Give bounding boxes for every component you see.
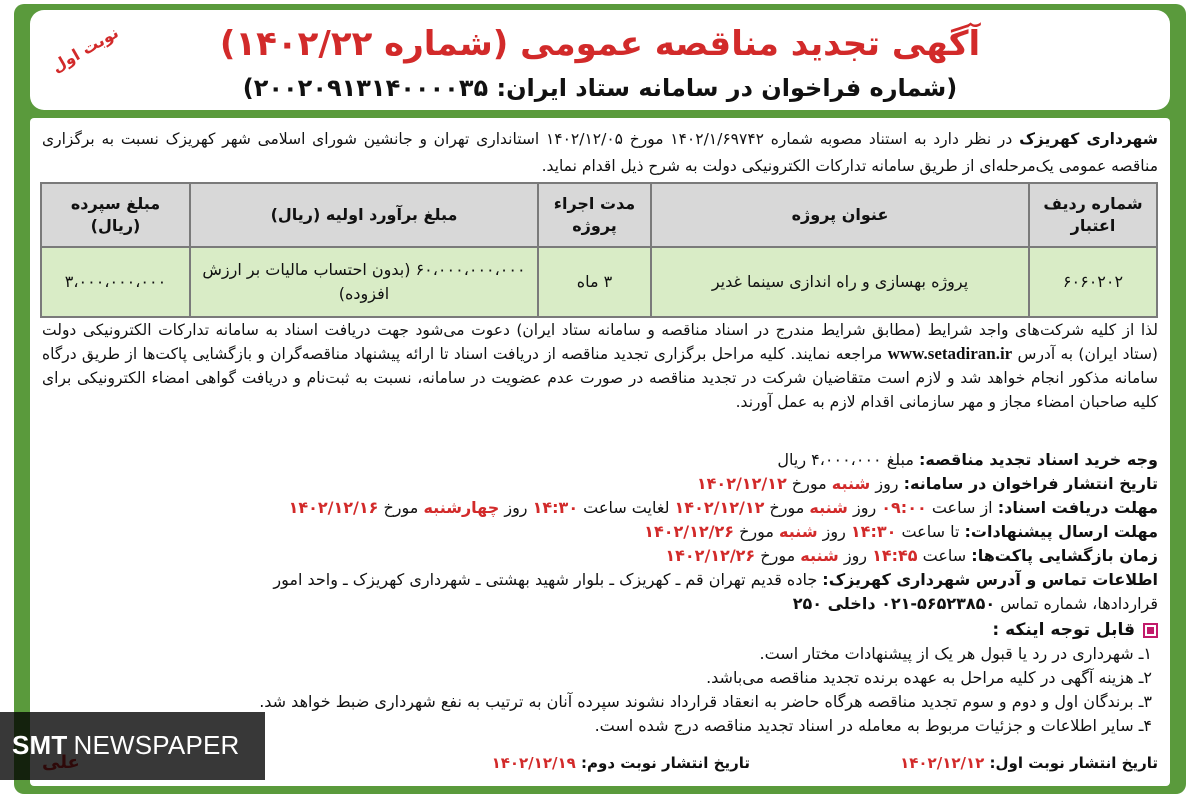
send-date: ۱۴۰۲/۱۲/۲۶	[644, 522, 734, 541]
receive-text-f: مورخ	[378, 498, 424, 517]
contact-ext: داخلی ۲۵۰	[792, 594, 882, 613]
opening-row	[42, 544, 1158, 568]
fee-row	[42, 448, 1158, 472]
publish-date: ۱۴۰۲/۱۲/۱۲	[696, 474, 787, 493]
receive-text-c: مورخ	[764, 498, 810, 517]
details-section	[42, 448, 1158, 738]
send-bids-row	[42, 520, 1158, 544]
opening-text-c: مورخ	[755, 546, 801, 565]
second-publish-date	[492, 754, 750, 772]
contact-phone: ۵۶۵۲۳۸۵۰-۰۲۱	[881, 594, 996, 613]
list-item: ۳ـ برندگان اول و دوم و سوم تجدید مناقصه هرگاه حاضر به انعقاد قرارداد نشوند سپرده آنان به ترتیب به نفع شهرداری ضبط خواهد شد.	[259, 692, 1152, 711]
para-after: مراجعه نمایند. کلیه مراحل برگزاری تجدید مناقصه از دریافت اسناد تا ارائه پیشنهاد مناقصه‌گران و بازگشایی پاکت‌ها از طریق درگاه سامانه مذکور انجام خواهد شد و لازم است متقاضیان شرکت در تجدید مناقصه در صورت عدم عضویت در سامانه، نسبت به ثبت‌نام و دریافت گواهی امضاء الکترونیکی برای کلیه صاحبان امضاء مجاز و مهر سازمانی اقدام لازم به عمل آورند.	[42, 345, 1158, 411]
publish-text-a: روز	[870, 474, 904, 493]
receive-label: مهلت دریافت اسناد:	[997, 498, 1158, 517]
receive-text-e: روز	[499, 498, 533, 517]
smt-newspaper-watermark	[0, 712, 265, 780]
send-day: شنبه	[779, 522, 818, 541]
table-header-row	[41, 183, 1157, 247]
send-text-c: مورخ	[733, 522, 780, 541]
intro-org: شهرداری کهریزک	[1019, 130, 1159, 148]
opening-label: زمان بازگشایی پاکت‌ها:	[971, 546, 1158, 565]
receive-time-from: ۰۹:۰۰	[881, 498, 927, 517]
publish-label: تاریخ انتشار فراخوان در سامانه:	[903, 474, 1158, 493]
col-header-duration: مدت اجراء پروژه	[538, 183, 651, 247]
smt-logo-text	[12, 730, 240, 761]
receive-day-from: شنبه	[809, 498, 848, 517]
receive-docs-row	[42, 496, 1158, 520]
newspaper-word: NEWSPAPER	[73, 730, 240, 760]
receive-text-a: از ساعت	[926, 498, 998, 517]
list-item: ۲ـ هزینه آگهی در کلیه مراحل به عهده برنده تجدید مناقصه می‌باشد.	[706, 668, 1152, 687]
contact-row-2	[42, 592, 1158, 616]
contact-row	[42, 568, 1158, 592]
fee-label: وجه خرید اسناد تجدید مناقصه:	[919, 450, 1158, 469]
first-publish-value: ۱۴۰۲/۱۲/۱۲	[900, 754, 990, 772]
opening-day: شنبه	[800, 546, 839, 565]
smt-word: SMT	[12, 730, 68, 760]
cell-duration: ۳ ماه	[538, 247, 651, 317]
receive-date-to: ۱۴۰۲/۱۲/۱۶	[288, 498, 379, 517]
checkbox-square-icon	[1143, 623, 1158, 638]
cell-project-title: پروژه بهسازی و راه اندازی سینما غدیر	[651, 247, 1029, 317]
header-box	[30, 10, 1170, 110]
contact-value: جاده قدیم تهران قم ـ کهریزک ـ بلوار شهید بهشتی ـ شهرداری کهریزک ـ واحد امور	[273, 570, 823, 589]
col-header-project-title: عنوان پروژه	[651, 183, 1029, 247]
list-item: ۱ـ شهرداری در رد یا قبول هر یک از پیشنهادات مختار است.	[759, 644, 1152, 663]
opening-text-b: روز	[838, 546, 873, 565]
tender-table	[40, 182, 1158, 318]
opening-time: ۱۴:۴۵	[872, 546, 918, 565]
receive-date-from: ۱۴۰۲/۱۲/۱۲	[674, 498, 765, 517]
second-publish-value: ۱۴۰۲/۱۲/۱۹	[491, 754, 581, 772]
receive-text-b: روز	[847, 498, 882, 517]
contact-line2: قراردادها، شماره تماس	[995, 594, 1158, 613]
opening-text-a: ساعت	[917, 546, 972, 565]
body-box	[30, 118, 1170, 786]
page-subtitle: (شماره فراخوان در سامانه ستاد ایران: ۲۰۰۲۰۹۱۳۱۴۰۰۰۰۳۵)	[242, 74, 958, 102]
receive-day-to: چهارشنبه	[423, 498, 500, 517]
table-row	[41, 247, 1157, 317]
website-link[interactable]: www.setadiran.ir	[887, 344, 1013, 363]
send-text-a: تا ساعت	[896, 522, 965, 541]
fee-value: مبلغ ۴،۰۰۰،۰۰۰ ریال	[777, 450, 920, 469]
publish-day: شنبه	[831, 474, 871, 493]
send-label: مهلت ارسال پیشنهادات:	[964, 522, 1158, 541]
col-header-credit-row: شماره ردیف اعتبار	[1029, 183, 1157, 247]
first-publish-label: تاریخ انتشار نوبت اول:	[989, 754, 1158, 772]
notice-heading	[42, 618, 1158, 642]
opening-date: ۱۴۰۲/۱۲/۲۶	[665, 546, 756, 565]
second-publish-label: تاریخ انتشار نوبت دوم:	[581, 754, 750, 772]
contact-label: اطلاعات تماس و آدرس شهرداری کهریزک:	[822, 570, 1158, 589]
invitation-paragraph	[42, 318, 1158, 414]
cell-deposit: ۳،۰۰۰،۰۰۰،۰۰۰	[41, 247, 190, 317]
cell-estimate: ۶۰،۰۰۰،۰۰۰،۰۰۰ (بدون احتساب مالیات بر ارزش افزوده)	[190, 247, 538, 317]
receive-text-d: لغایت ساعت	[578, 498, 675, 517]
send-text-b: روز	[817, 522, 851, 541]
page-title: آگهی تجدید مناقصه عمومی (شماره ۱۴۰۲/۲۲)	[219, 24, 981, 64]
intro-paragraph	[42, 126, 1158, 180]
cell-credit-row: ۶۰۶۰۲۰۲	[1029, 247, 1157, 317]
first-round-badge: نوبت اول	[48, 22, 122, 77]
publish-row	[42, 472, 1158, 496]
first-publish-date	[900, 754, 1158, 772]
receive-time-to: ۱۴:۳۰	[532, 498, 579, 517]
list-item: ۴ـ سایر اطلاعات و جزئیات مربوط به معامله در اسناد تجدید مناقصه درج شده است.	[594, 716, 1152, 735]
intro-text: در نظر دارد به استناد مصوبه شماره ۱۴۰۲/۱/۶۹۷۴۲ مورخ ۱۴۰۲/۱۲/۰۵ استانداری تهران و جانشین شورای اسلامی شهر کهریزک نسبت به برگزاری مناقصه عمومی یک‌مرحله‌ای از طریق سامانه تدارکات الکترونیکی دولت به شرح ذیل اقدام نماید.	[42, 130, 1158, 175]
para-before: لذا از کلیه شرکت‌های واجد شرایط (مطابق شرایط مندرج در اسناد مناقصه و سامانه ستاد ایران) دعوت می‌شود جهت دریافت اسناد به سامانه تدارکات الکترونیکی دولت (ستاد ایران) به آدرس	[42, 321, 1158, 363]
notice-title: قابل توجه اینکه :	[992, 620, 1135, 640]
send-time: ۱۴:۳۰	[850, 522, 897, 541]
col-header-deposit: مبلغ سپرده (ریال)	[41, 183, 190, 247]
publish-text-b: مورخ	[786, 474, 832, 493]
col-header-estimate: مبلغ برآورد اولیه (ریال)	[190, 183, 538, 247]
